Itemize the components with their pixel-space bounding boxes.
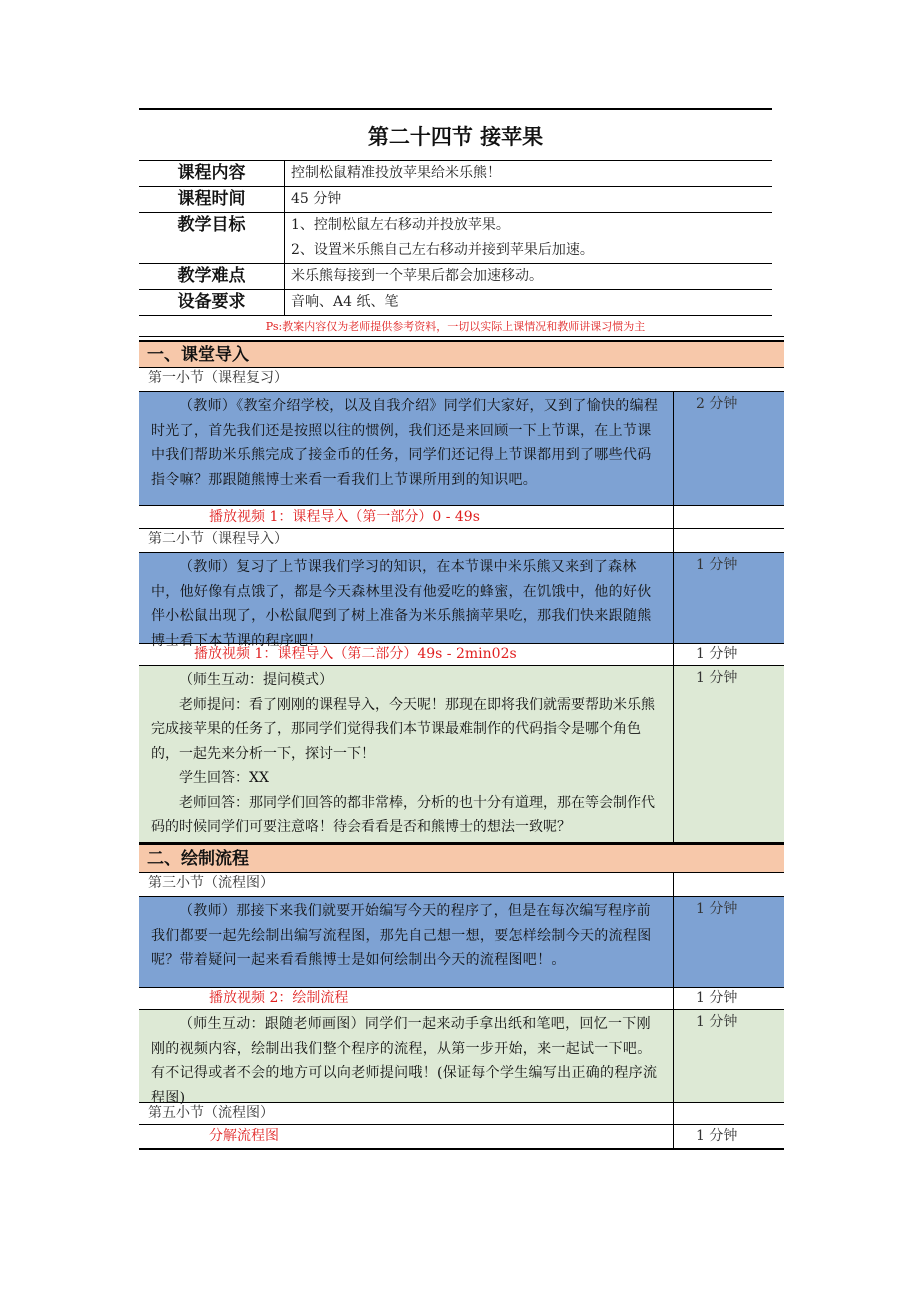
duration-cell	[674, 666, 784, 842]
duration-text: 1 分钟	[696, 1014, 738, 1030]
info-label: 课程内容	[139, 161, 285, 186]
teacher-text-cell	[139, 553, 674, 649]
video-row	[139, 644, 784, 666]
video-cell	[139, 506, 674, 528]
subsection-row	[139, 368, 784, 392]
interaction-heading: （师生互动：提问模式）	[179, 672, 333, 688]
duration-cell	[674, 553, 784, 643]
teacher-paragraph: （教师）《教室介绍学校，以及自我介绍》同学们大家好，又到了愉快的编程时光了，首先我们还是按照以往的惯例，我们还是来回顾一下上节课，在上节课中我们帮助米乐熊完成了接金币的任务，同学们还记得上节课都用到了哪些代码指令嘛？那跟随熊博士来看一看我们上节课所用到的知识吧。	[151, 398, 659, 488]
duration-cell	[674, 1010, 784, 1102]
duration-text: 1 分钟	[696, 901, 738, 917]
interaction-paragraph: （师生互动：跟随老师画图）同学们一起来动手拿出纸和笔吧，回忆一下刚刚的视频内容，绘制出我们整个程序的流程，从第一步开始，来一起试一下吧。有不记得或者不会的地方可以向老师提问哦！(保证每个学生编写出正确的程序流程图)	[151, 1016, 658, 1106]
empty-cell	[674, 529, 784, 553]
info-row-difficulty	[139, 264, 772, 290]
duration-cell	[674, 897, 784, 987]
info-value: 45 分钟	[291, 191, 342, 207]
video-label: 分解流程图	[209, 1128, 279, 1144]
duration-text: 1 分钟	[696, 670, 738, 686]
video-label: 播放视频 2：绘制流程	[209, 990, 349, 1006]
subsection-title: 第五小节（流程图）	[139, 1103, 674, 1125]
video-cell	[139, 988, 674, 1009]
top-rule	[139, 108, 772, 110]
teacher-paragraph: （教师）复习了上节课我们学习的知识，在本节课中米乐熊又来到了森林中，他好像有点饿了，都是今天森林里没有他爱吃的蜂蜜，在饥饿中，他的好伙伴小松鼠出现了，小松鼠爬到了树上准备为米乐熊摘苹果吃，那我们快来跟随熊博士看下本节课的程序吧！	[151, 559, 652, 649]
info-label: 设备要求	[139, 290, 285, 315]
video-row	[139, 988, 784, 1010]
duration-text: 1 分钟	[696, 646, 738, 662]
video-row	[139, 1125, 784, 1148]
duration-cell	[674, 1125, 784, 1148]
subsection-title: 第二小节（课程导入）	[139, 529, 674, 553]
video-row	[139, 506, 784, 529]
info-row-equipment	[139, 290, 772, 316]
interaction-text-cell	[139, 666, 674, 842]
teacher-response: 老师回答：那同学们回答的都非常棒，分析的也十分有道理，那在等会制作代码的时候同学们可要注意咯！待会看看是否和熊博士的想法一致呢？	[151, 794, 655, 835]
teacher-block-review	[139, 392, 784, 506]
info-value: 米乐熊每接到一个苹果后都会加速移动。	[291, 268, 543, 284]
teacher-question: 老师提问：看了刚刚的课程导入，今天呢！那现在即将我们就需要帮助米乐熊完成接苹果的任务了，那同学们觉得我们本节课最难制作的代码指令是哪个角色的，一起先来分析一下，探讨一下！	[151, 696, 655, 762]
interaction-text-cell	[139, 1010, 674, 1106]
course-info-table	[139, 160, 772, 316]
info-label: 教学目标	[139, 213, 285, 263]
duration-cell	[674, 644, 784, 665]
subsection-row	[139, 1103, 784, 1125]
teacher-block-intro	[139, 553, 784, 649]
interaction-block-question	[139, 666, 784, 843]
empty-cell	[674, 1103, 784, 1125]
bottom-rule	[139, 1148, 784, 1150]
divider	[139, 336, 784, 337]
info-value: 音响、A4 纸、笔	[291, 294, 399, 310]
subsection-row	[139, 873, 784, 897]
video-cell	[139, 1125, 674, 1148]
teacher-block-flowchart	[139, 897, 784, 988]
disclaimer-note: Ps:教案内容仅为老师提供参考资料，一切以实际上课情况和教师讲课习惯为主	[265, 320, 646, 333]
duration-text: 1 分钟	[696, 1128, 738, 1144]
info-row-duration	[139, 187, 772, 213]
info-value: 1、控制松鼠左右移动并投放苹果。 2、设置米乐熊自己左右移动并接到苹果后加速。	[291, 217, 594, 258]
interaction-paragraph	[139, 666, 673, 840]
section-heading-flowchart: 二、绘制流程	[139, 843, 784, 873]
info-row-content	[139, 161, 772, 187]
teacher-text-cell	[139, 897, 674, 987]
duration-cell	[674, 392, 784, 505]
empty-cell	[674, 506, 784, 528]
interaction-block-drawing	[139, 1010, 784, 1106]
duration-text: 1 分钟	[696, 557, 738, 573]
empty-cell	[674, 873, 784, 897]
info-row-goals	[139, 213, 772, 264]
info-label: 课程时间	[139, 187, 285, 212]
info-value: 控制松鼠精准投放苹果给米乐熊！	[291, 165, 501, 181]
subsection-title: 第三小节（流程图）	[139, 873, 674, 897]
video-label: 播放视频 1：课程导入（第一部分）0 - 49s	[209, 509, 480, 525]
page-title: 第二十四节 接苹果	[367, 125, 544, 149]
student-answer: 学生回答：XX	[179, 770, 269, 786]
video-label: 播放视频 1：课程导入（第二部分）49s - 2min02s	[194, 646, 517, 662]
duration-cell	[674, 988, 784, 1009]
subsection-title: 第一小节（课程复习）	[139, 368, 784, 392]
section-heading-intro: 一、课堂导入	[139, 340, 784, 368]
subsection-row	[139, 529, 784, 553]
info-label: 教学难点	[139, 264, 285, 289]
duration-text: 1 分钟	[696, 990, 738, 1006]
duration-text: 2 分钟	[696, 396, 738, 412]
teacher-text-cell	[139, 392, 674, 505]
video-cell	[139, 644, 674, 665]
teacher-paragraph: （教师）那接下来我们就要开始编写今天的程序了，但是在每次编写程序前我们都要一起先绘制出编写流程图，那先自己想一想，要怎样绘制今天的流程图呢？带着疑问一起来看看熊博士是如何绘制出今天的流程图吧！。	[151, 903, 652, 968]
